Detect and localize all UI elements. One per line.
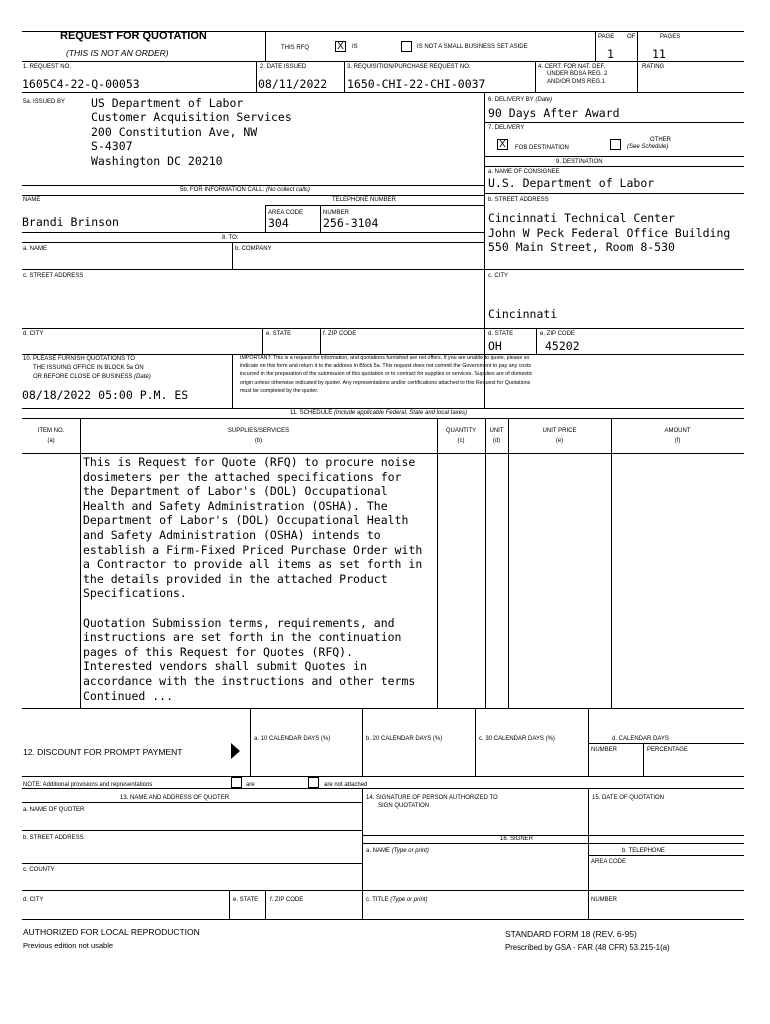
date-issued-value[interactable]: 08/11/2022 <box>258 77 328 91</box>
delivery-by-label: 6. DELIVERY BY (Date) <box>488 97 553 103</box>
signer-telephone-label: b. TELEPHONE <box>622 848 665 854</box>
col-amount-sub: (f) <box>674 438 681 444</box>
col-item-sub: (a) <box>47 438 55 444</box>
important-notice: IMPORTANT: This is a request for information, and quotations furnished are not offers. If you are unable to quote, please so indicate on this form and return it to the address in Block 5a. This request does not commit the Government to pay any costs incurred in the preparation of the submission of this quotation or to contract for supplies or services. Supplies are of domestic origin unless otherwise indicated by quoter. Any representations and/or certifications attached to this Request for Quotations must be completed by the quoter. <box>240 355 533 394</box>
discount-20-days[interactable]: b. 20 CALENDAR DAYS (%) <box>366 736 443 742</box>
delivery-other-checkbox[interactable] <box>610 139 621 150</box>
col-amount-header: AMOUNT <box>664 428 691 434</box>
fob-destination-label: FOB DESTINATION <box>515 145 569 151</box>
col-item-header: ITEM NO. <box>37 428 65 434</box>
fob-destination-checkbox[interactable]: X <box>497 139 508 150</box>
destination-street-line-1: Cincinnati Technical Center <box>488 211 675 225</box>
number-value: 256-3104 <box>323 216 379 230</box>
col-quantity-header: QUANTITY <box>445 428 477 434</box>
area-code-label: AREA CODE <box>268 210 304 216</box>
provisions-are-checkbox[interactable] <box>231 777 242 788</box>
discount-30-days[interactable]: c. 30 CALENDAR DAYS (%) <box>479 736 555 742</box>
col-supplies-sub: (b) <box>254 438 263 444</box>
destination-state-value: OH <box>488 339 502 353</box>
provisions-are-label: are <box>246 782 255 788</box>
to-label: 8. TO: <box>222 235 239 241</box>
schedule-description: This is Request for Quote (RFQ) to procure noise dosimeters per the attached specifications for the Department of Labor's (DOL) Occupational Health and Safety Administration (OSHA). The Department of Labor's (DOL) Occupational Health and Safety Administration (OSHA) intends to establish a Firm-Fixed Priced Purchase Order with a Contractor to provide all items as set forth in the details provided in the attached Product Specifications. Quotation Submission terms, requirements, and instructions are set forth in the continuation pages of this Request for Quotes (RFQ). Interested vendors shall submit Quotes in accordance with the instructions and other terms Continued ... <box>83 455 423 703</box>
to-street-label[interactable]: c. STREET ADDRESS <box>23 273 84 279</box>
signer-area-code-label[interactable]: AREA CODE <box>591 859 627 865</box>
requisition-value[interactable]: 1650-CHI-22-CHI-0037 <box>347 77 486 91</box>
discount-calendar-days: d. CALENDAR DAYS <box>612 736 669 742</box>
quoter-name-label[interactable]: a. NAME OF QUOTER <box>23 807 85 813</box>
rating-label: RATING <box>642 64 665 70</box>
cert-label-1: 4. CERT. FOR NAT. DEF. <box>538 64 606 70</box>
destination-street-line-2: John W Peck Federal Office Building <box>488 226 731 240</box>
requisition-label: 3. REQUISITION/PURCHASE REQUEST NO. <box>347 64 471 70</box>
is-not-set-aside-label: IS NOT A SMALL BUSINESS SET ASIDE <box>417 44 528 50</box>
discount-arrow-icon <box>231 743 240 759</box>
destination-label: 9. DESTINATION <box>556 159 603 165</box>
provisions-are-not-checkbox[interactable] <box>308 777 319 788</box>
page-label: PAGE <box>598 34 615 40</box>
pages-label: PAGES <box>660 34 681 40</box>
contact-name-label: NAME <box>23 197 41 203</box>
form-subtitle: (THIS IS NOT AN ORDER) <box>66 48 169 58</box>
note-label: NOTE: Additional provisions and representations <box>23 782 153 788</box>
to-city-label[interactable]: d. CITY <box>23 331 44 337</box>
signature-label-2: SIGN QUOTATION <box>378 803 430 809</box>
request-no-label: 1. REQUEST NO. <box>23 64 71 70</box>
quoter-county-label[interactable]: c. COUNTY <box>23 867 55 873</box>
quoter-city-label[interactable]: d. CITY <box>23 897 44 903</box>
footer-prescribed-by: Prescribed by GSA - FAR (48 CFR) 53.215-1(a) <box>505 943 670 952</box>
furnish-label-3: OR BEFORE CLOSE OF BUSINESS (Date) <box>33 374 151 380</box>
quoter-street-label[interactable]: b. STREET ADDRESS <box>23 835 84 841</box>
provisions-are-not-label: are not attached <box>324 782 368 788</box>
issued-by-line-1: US Department of Labor <box>91 96 244 110</box>
discount-percentage[interactable]: PERCENTAGE <box>647 747 688 753</box>
signer-title-label[interactable]: c. TITLE (Type or print) <box>366 897 428 903</box>
contact-name-value: Brandi Brinson <box>22 215 119 229</box>
delivery-other-label: OTHER <box>650 137 671 143</box>
destination-street-line-3: 550 Main Street, Room 8-530 <box>488 240 675 254</box>
is-not-set-aside-checkbox[interactable] <box>401 41 412 52</box>
to-state-label[interactable]: e. STATE <box>266 331 292 337</box>
col-unit-price-header: UNIT PRICE <box>542 428 577 434</box>
signer-name-label[interactable]: a. NAME (Type or print) <box>366 848 429 854</box>
quoter-zip-label[interactable]: f. ZIP CODE <box>270 897 304 903</box>
issued-by-line-4: S-4307 <box>91 139 133 153</box>
delivery-other-note: (See Schedule) <box>627 144 669 150</box>
consignee-value: U.S. Department of Labor <box>488 176 655 190</box>
quote-due-value: 08/18/2022 05:00 P.M. ES <box>22 388 189 402</box>
to-zip-label[interactable]: f. ZIP CODE <box>323 331 357 337</box>
destination-zip-value: 45202 <box>545 339 580 353</box>
signature-label-1[interactable]: 14. SIGNATURE OF PERSON AUTHORIZED TO <box>366 795 498 801</box>
col-quantity-sub: (c) <box>457 438 465 444</box>
is-set-aside-checkbox[interactable]: X <box>335 41 346 52</box>
footer-authorized: AUTHORIZED FOR LOCAL REPRODUCTION <box>23 927 200 937</box>
col-unit-sub: (d) <box>492 438 501 444</box>
destination-zip-label: e. ZIP CODE <box>540 331 575 337</box>
request-no-value[interactable]: 1605C4-22-Q-00053 <box>22 77 140 91</box>
pages-total: 11 <box>652 47 666 61</box>
consignee-label: a. NAME OF CONSIGNEE <box>488 169 560 175</box>
info-call-label: 5b. FOR INFORMATION CALL: (No collect calls) <box>180 187 310 193</box>
quoter-section-label: 13. NAME AND ADDRESS OF QUOTER <box>120 795 230 801</box>
issued-by-label: 5a. ISSUED BY <box>23 99 66 105</box>
to-company-label[interactable]: b. COMPANY <box>235 246 272 252</box>
destination-city-label: c. CITY <box>488 273 509 279</box>
page-number: 1 <box>607 47 614 61</box>
to-name-label[interactable]: a. NAME <box>23 246 48 252</box>
cert-label-3: AND/OR DMS REG.1 <box>547 79 606 85</box>
cert-label-2: UNDER BDSA REG. 2 <box>547 71 608 77</box>
telephone-label: TELEPHONE NUMBER <box>332 197 397 203</box>
footer-previous-edition: Previous edition not usable <box>23 941 114 950</box>
furnish-label-2: THE ISSUING OFFICE IN BLOCK 5a ON <box>33 365 144 371</box>
col-unit-header: UNIT <box>489 428 504 434</box>
date-issued-label: 2. DATE ISSUED <box>260 64 307 70</box>
delivery-label: 7. DELIVERY <box>488 125 525 131</box>
issued-by-line-2: Customer Acquisition Services <box>91 110 292 124</box>
quoter-state-label[interactable]: e. STATE <box>233 897 259 903</box>
discount-number[interactable]: NUMBER <box>591 747 618 753</box>
issued-by-line-3: 200 Constitution Ave, NW <box>91 125 258 139</box>
discount-10-days[interactable]: a. 10 CALENDAR DAYS (%) <box>254 736 331 742</box>
this-rfq-label: THIS RFQ <box>281 45 309 51</box>
destination-street-label: b. STREET ADDRESS <box>488 197 549 203</box>
is-label: IS <box>352 44 358 50</box>
schedule-label: 11. SCHEDULE (Include applicable Federal, State and local taxes) <box>290 410 467 416</box>
discount-label: 12. DISCOUNT FOR PROMPT PAYMENT <box>23 747 183 757</box>
col-unit-price-sub: (e) <box>555 438 564 444</box>
signer-number-label[interactable]: NUMBER <box>591 897 618 903</box>
quote-date-label[interactable]: 15. DATE OF QUOTATION <box>592 795 665 801</box>
issued-by-line-5: Washington DC 20210 <box>91 154 223 168</box>
furnish-label-1: 10. PLEASE FURNISH QUOTATIONS TO <box>23 356 135 362</box>
col-supplies-header: SUPPLIES/SERVICES <box>227 428 290 434</box>
of-label: OF <box>627 34 636 40</box>
destination-state-label: d. STATE <box>488 331 514 337</box>
area-code-value: 304 <box>268 216 289 230</box>
number-label: NUMBER <box>323 210 350 216</box>
form-title: REQUEST FOR QUOTATION <box>60 30 207 42</box>
signer-label: 16. SIGNER <box>500 836 534 842</box>
footer-form-number: STANDARD FORM 18 (REV. 6-95) <box>505 929 637 939</box>
destination-city-value: Cincinnati <box>488 307 558 321</box>
delivery-by-value: 90 Days After Award <box>488 106 620 120</box>
